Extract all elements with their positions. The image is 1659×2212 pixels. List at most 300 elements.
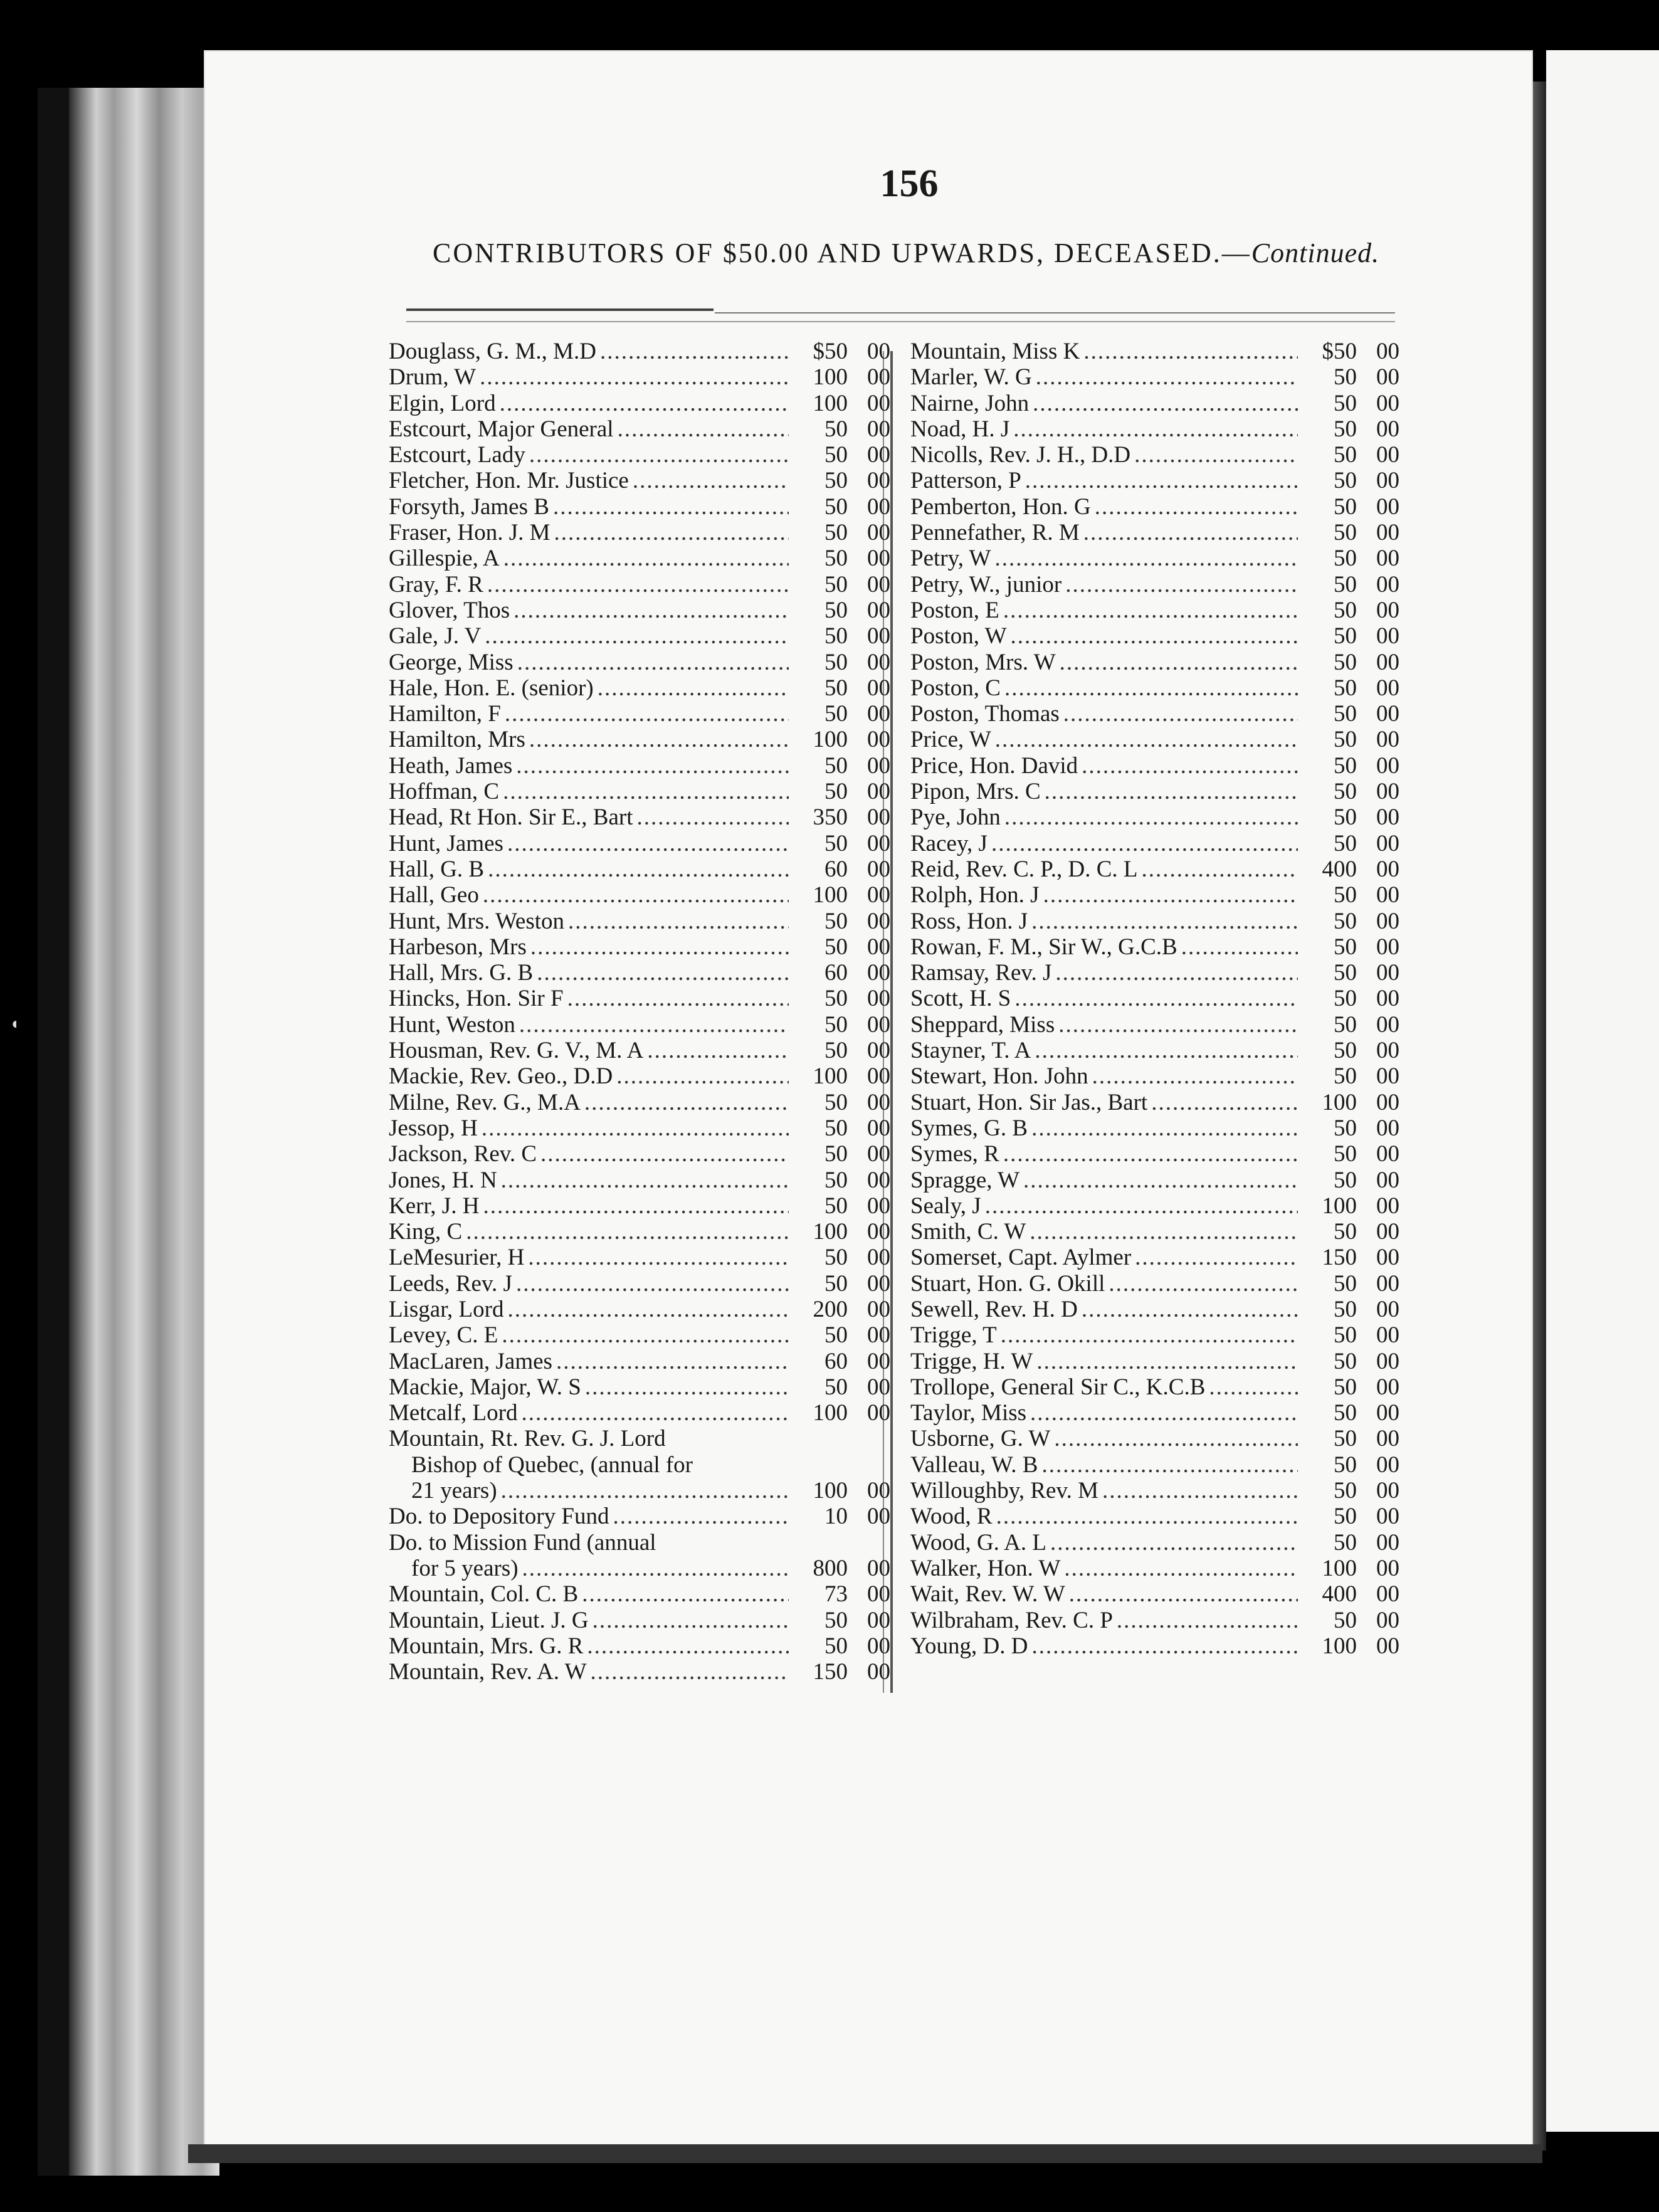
amount-cents: 00 [867, 856, 890, 882]
amount-cents: 00 [1376, 1038, 1399, 1064]
leader-dots [1013, 416, 1298, 442]
amount-dollars: 50 [1334, 1167, 1357, 1193]
contributor-row [389, 1063, 890, 1089]
contributor-row [389, 1426, 890, 1451]
contributor-row [389, 1322, 890, 1348]
contributor-name: Metcalf, Lord [389, 1400, 518, 1426]
contributor-name: Hale, Hon. E. (senior) [389, 675, 594, 701]
leader-dots [1041, 1452, 1298, 1478]
leader-dots [647, 1038, 789, 1063]
contributor-name: Estcourt, Lady [389, 442, 525, 468]
leader-dots [487, 572, 789, 598]
contributor-row [389, 416, 890, 442]
leader-dots [591, 1659, 789, 1685]
amount-cents: 00 [1376, 960, 1399, 986]
contributor-row [389, 675, 890, 701]
leader-dots [516, 753, 789, 779]
contributor-name: Scott, H. S [910, 986, 1011, 1012]
contributor-name: Bishop of Quebec, (annual for [411, 1451, 693, 1478]
contributor-row [389, 1245, 890, 1270]
contributor-name: Drum, W [389, 364, 477, 391]
amount-dollars: 150 [1322, 1245, 1357, 1271]
amount-cents: 00 [1376, 1219, 1399, 1245]
contributor-name: Trigge, H. W [910, 1348, 1033, 1374]
leader-dots [1050, 1530, 1298, 1556]
contributor-name: Young, D. D [910, 1633, 1028, 1659]
leader-dots [528, 1245, 789, 1270]
amount-dollars: $50 [813, 339, 848, 364]
amount-dollars: 50 [824, 779, 848, 805]
contributor-name: Nicolls, Rev. J. H., D.D [910, 442, 1131, 468]
leader-dots [466, 1219, 789, 1245]
contributor-row [910, 1012, 1399, 1038]
amount-cents: 00 [867, 1038, 890, 1064]
amount-cents: 00 [1376, 364, 1399, 391]
contributors-right-column [910, 339, 1399, 1659]
amount-dollars: 50 [1334, 1011, 1357, 1038]
leader-dots [485, 623, 789, 649]
contributor-row [910, 468, 1399, 493]
contributor-name: Do. to Depository Fund [389, 1504, 609, 1530]
amount-dollars: 150 [813, 1659, 848, 1685]
amount-dollars: 50 [1334, 364, 1357, 391]
amount-dollars: 50 [824, 1193, 848, 1219]
contributor-row [910, 1349, 1399, 1374]
amount-dollars: 100 [1322, 1089, 1357, 1115]
amount-dollars: 50 [824, 1038, 848, 1064]
leader-dots [1102, 1478, 1298, 1504]
amount-cents: 00 [867, 1400, 890, 1426]
amount-cents: 00 [867, 649, 890, 675]
contributor-name: Do. to Mission Fund (annual [389, 1529, 656, 1556]
contributor-name: Mackie, Major, W. S [389, 1374, 581, 1400]
contributor-name: Hoffman, C [389, 779, 500, 805]
leader-dots [592, 1608, 789, 1633]
amount-dollars: 60 [824, 960, 848, 986]
amount-dollars: 100 [1322, 1555, 1357, 1581]
leader-dots [1209, 1374, 1298, 1400]
leader-dots [1181, 934, 1298, 960]
leader-dots [483, 1193, 789, 1219]
contributor-row [910, 364, 1399, 390]
contributor-name: Marler, W. G [910, 364, 1032, 391]
amount-cents: 00 [867, 1633, 890, 1659]
contributor-row [389, 934, 890, 960]
contributor-name: Noad, H. J [910, 416, 1010, 442]
amount-cents: 00 [867, 545, 890, 572]
amount-cents: 00 [1376, 571, 1399, 598]
contributor-name: Hall, G. B [389, 856, 485, 882]
amount-cents: 00 [1376, 1245, 1399, 1271]
contributor-name: Poston, Mrs. W [910, 649, 1056, 675]
contributor-name: Jones, H. N [389, 1167, 497, 1193]
contributor-name: Sealy, J [910, 1193, 981, 1219]
contributor-row [910, 650, 1399, 675]
amount-cents: 00 [867, 1063, 890, 1090]
contributor-name: Symes, G. B [910, 1115, 1028, 1141]
contributor-name: Fletcher, Hon. Mr. Justice [389, 468, 629, 494]
amount-cents: 00 [1376, 1322, 1399, 1349]
leader-dots [519, 1012, 789, 1038]
contributor-row [389, 1633, 890, 1659]
contributor-row [389, 442, 890, 468]
amount-cents: 00 [867, 468, 890, 494]
amount-cents: 00 [1376, 856, 1399, 882]
contributor-name: Hunt, James [389, 830, 503, 856]
leader-dots [1141, 856, 1298, 882]
contributor-row [389, 1167, 890, 1193]
contributor-row [389, 1659, 890, 1685]
leader-dots [503, 545, 789, 571]
leader-dots [529, 727, 789, 752]
leader-dots [483, 882, 789, 908]
amount-dollars: 50 [1334, 830, 1357, 856]
contributor-row [389, 1141, 890, 1167]
leader-dots [522, 1556, 789, 1581]
amount-cents: 00 [1376, 1011, 1399, 1038]
amount-cents: 00 [867, 1245, 890, 1271]
amount-dollars: 50 [1334, 804, 1357, 831]
leader-dots [505, 701, 789, 727]
amount-cents: 00 [1376, 1529, 1399, 1556]
amount-cents: 00 [1376, 520, 1399, 546]
amount-cents: 00 [867, 1296, 890, 1322]
contributor-name: Poston, Thomas [910, 701, 1060, 727]
amount-cents: 00 [867, 1219, 890, 1245]
amount-dollars: 50 [1334, 1038, 1357, 1064]
amount-dollars: 50 [824, 1270, 848, 1297]
contributor-row [910, 1633, 1399, 1659]
amount-cents: 00 [867, 571, 890, 598]
amount-cents: 00 [1376, 908, 1399, 934]
leader-dots [636, 804, 789, 830]
contributor-row [910, 1426, 1399, 1451]
leader-dots [1031, 1115, 1298, 1141]
amount-dollars: 100 [813, 1219, 848, 1245]
contributor-name: Ross, Hon. J [910, 908, 1028, 934]
leader-dots [1045, 779, 1298, 804]
contributor-name: Mountain, Rt. Rev. G. J. Lord [389, 1426, 666, 1452]
amount-dollars: 100 [813, 390, 848, 416]
amount-dollars: 50 [824, 701, 848, 727]
amount-dollars: 400 [1322, 1581, 1357, 1608]
amount-dollars: 50 [1334, 1478, 1357, 1504]
amount-dollars: 50 [824, 520, 848, 546]
contributor-row [910, 545, 1399, 571]
amount-cents: 00 [1376, 727, 1399, 753]
amount-cents: 00 [1376, 339, 1399, 364]
amount-cents: 00 [867, 986, 890, 1012]
contributor-row [389, 391, 890, 416]
contributor-row [910, 1245, 1399, 1270]
amount-dollars: 50 [1334, 1426, 1357, 1452]
contributor-name: Willoughby, Rev. M [910, 1478, 1098, 1504]
contributor-row [910, 1452, 1399, 1478]
contributor-row [389, 468, 890, 493]
amount-dollars: 50 [1334, 545, 1357, 572]
contributor-row [910, 494, 1399, 520]
amount-dollars: 50 [824, 1322, 848, 1349]
leader-dots [514, 598, 789, 623]
amount-dollars: 50 [1334, 1115, 1357, 1141]
contributor-name: Symes, R [910, 1141, 999, 1167]
amount-cents: 00 [1376, 1451, 1399, 1478]
amount-dollars: 50 [1334, 1219, 1357, 1245]
amount-dollars: 50 [1334, 1607, 1357, 1633]
contributor-name: Lisgar, Lord [389, 1296, 504, 1322]
amount-cents: 00 [1376, 493, 1399, 520]
contributor-row [389, 727, 890, 752]
contributor-name: Mountain, Miss K [910, 339, 1080, 364]
amount-dollars: 50 [824, 1115, 848, 1141]
contributor-row [910, 1556, 1399, 1581]
contributor-name: Stayner, T. A [910, 1038, 1031, 1064]
contributor-name: Wood, R [910, 1504, 993, 1530]
leader-dots [616, 1063, 789, 1089]
heading-title: CONTRIBUTORS OF $50.00 AND UPWARDS, DECEASED.— [433, 238, 1251, 268]
contributor-row [389, 753, 890, 779]
contributor-name: Poston, C [910, 675, 1001, 701]
contributor-row [389, 1452, 890, 1478]
amount-cents: 00 [867, 623, 890, 650]
leader-dots [1031, 908, 1298, 934]
amount-dollars: 50 [824, 442, 848, 468]
contributor-name: Pemberton, Hon. G [910, 493, 1091, 520]
contributor-row [389, 545, 890, 571]
amount-cents: 00 [867, 1167, 890, 1193]
contributor-name: George, Miss [389, 649, 514, 675]
contributor-row [389, 1530, 890, 1556]
amount-dollars: 50 [1334, 1374, 1357, 1400]
contributor-row [910, 1038, 1399, 1063]
contributor-name: Valleau, W. B [910, 1451, 1038, 1478]
leader-dots [1135, 1245, 1298, 1270]
contributor-row [389, 1349, 890, 1374]
leader-dots [540, 1141, 789, 1167]
amount-dollars: 50 [1334, 493, 1357, 520]
amount-cents: 00 [867, 597, 890, 623]
contributor-name: 21 years) [411, 1478, 497, 1504]
leader-dots [1033, 391, 1298, 416]
amount-dollars: 50 [1334, 675, 1357, 701]
amount-dollars: 60 [824, 1348, 848, 1374]
amount-cents: 00 [867, 442, 890, 468]
amount-cents: 00 [1376, 1348, 1399, 1374]
leader-dots [516, 1271, 789, 1297]
amount-dollars: 50 [1334, 727, 1357, 753]
leader-dots [633, 468, 789, 493]
leader-dots [1117, 1608, 1298, 1633]
contributor-name: Hamilton, F [389, 701, 501, 727]
leader-dots [991, 831, 1298, 856]
contributor-row [389, 856, 890, 882]
amount-cents: 00 [867, 934, 890, 960]
amount-cents: 00 [867, 804, 890, 831]
leader-dots [482, 1115, 789, 1141]
heading-continued: Continued. [1251, 238, 1380, 268]
contributor-name: Fraser, Hon. J. M [389, 520, 550, 546]
amount-dollars: 50 [1334, 1348, 1357, 1374]
contributor-row [910, 1374, 1399, 1400]
amount-dollars: 73 [824, 1581, 848, 1608]
contributor-name: Pipon, Mrs. C [910, 779, 1041, 805]
contributor-row [910, 598, 1399, 623]
amount-dollars: 50 [824, 493, 848, 520]
contributor-name: Petry, W., junior [910, 571, 1062, 598]
contributor-row [910, 831, 1399, 856]
leader-dots [507, 831, 789, 856]
amount-dollars: 50 [824, 1245, 848, 1271]
amount-cents: 00 [1376, 468, 1399, 494]
contributor-name: Housman, Rev. G. V., M. A [389, 1038, 644, 1064]
contributor-name: Hunt, Mrs. Weston [389, 908, 565, 934]
contributor-row [389, 1556, 890, 1581]
contributor-name: MacLaren, James [389, 1348, 552, 1374]
contributor-row [910, 779, 1399, 804]
facing-page [1546, 50, 1659, 2132]
contributor-name: Smith, C. W [910, 1219, 1026, 1245]
leader-dots [1083, 339, 1298, 364]
contributor-name: Ramsay, Rev. J [910, 960, 1052, 986]
leader-dots [521, 1400, 789, 1426]
contributor-row [389, 520, 890, 545]
contributor-row [910, 1063, 1399, 1089]
amount-cents: 00 [867, 1115, 890, 1141]
contributor-name: Hamilton, Mrs [389, 727, 525, 753]
contributor-name: Mountain, Col. C. B [389, 1581, 579, 1608]
contributor-row [389, 779, 890, 804]
amount-dollars: 50 [1334, 597, 1357, 623]
amount-dollars: 50 [1334, 1063, 1357, 1090]
leader-dots [1069, 1581, 1298, 1607]
contributor-name: Reid, Rev. C. P., D. C. L [910, 856, 1138, 882]
contributor-row [910, 442, 1399, 468]
amount-cents: 00 [867, 1659, 890, 1685]
leader-dots [1082, 1297, 1298, 1322]
leader-dots [529, 442, 789, 468]
contributor-row [389, 494, 890, 520]
contributor-name: Jackson, Rev. C [389, 1141, 537, 1167]
amount-cents: 00 [1376, 1555, 1399, 1581]
contributor-row [910, 1167, 1399, 1193]
contributor-name: Mountain, Mrs. G. R [389, 1633, 584, 1659]
contributor-name: Hall, Mrs. G. B [389, 960, 534, 986]
amount-dollars: 50 [1334, 1400, 1357, 1426]
contributor-row [910, 908, 1399, 934]
contributor-name: Price, W [910, 727, 991, 753]
contributor-row [910, 960, 1399, 986]
amount-dollars: 50 [824, 1141, 848, 1167]
contributor-row [910, 1271, 1399, 1297]
leader-dots [618, 416, 789, 442]
leader-dots [567, 986, 789, 1011]
amount-dollars: 50 [824, 571, 848, 598]
leader-dots [1063, 701, 1298, 727]
contributor-name: Gray, F. R [389, 571, 483, 598]
amount-cents: 00 [867, 493, 890, 520]
contributor-name: Wood, G. A. L [910, 1529, 1046, 1556]
amount-cents: 00 [1376, 597, 1399, 623]
contributor-row [910, 1193, 1399, 1219]
leader-dots [553, 494, 789, 520]
amount-cents: 00 [867, 1581, 890, 1608]
amount-cents: 00 [1376, 804, 1399, 831]
contributor-name: Stewart, Hon. John [910, 1063, 1088, 1090]
contributor-name: Jessop, H [389, 1115, 478, 1141]
leader-dots [1036, 1349, 1298, 1374]
contributor-row [389, 1581, 890, 1607]
contributor-row [910, 986, 1399, 1011]
contributor-row [389, 1012, 890, 1038]
leader-dots [500, 391, 789, 416]
amount-dollars: 100 [1322, 1633, 1357, 1659]
contributor-row [389, 1115, 890, 1141]
contributor-name: Kerr, J. H [389, 1193, 480, 1219]
leader-dots [502, 1322, 789, 1348]
amount-dollars: 50 [824, 649, 848, 675]
amount-dollars: $50 [1322, 339, 1357, 364]
contributor-row [389, 1504, 890, 1529]
contributor-name: Mountain, Rev. A. W [389, 1659, 587, 1685]
amount-dollars: 100 [813, 1478, 848, 1504]
contributor-row [389, 1271, 890, 1297]
leader-dots [1082, 753, 1298, 779]
contributor-row [389, 1219, 890, 1245]
contributor-name: Sheppard, Miss [910, 1011, 1055, 1038]
contributor-name: Gale, J. V [389, 623, 482, 650]
contributor-row [389, 650, 890, 675]
amount-dollars: 50 [1334, 986, 1357, 1012]
amount-dollars: 50 [1334, 442, 1357, 468]
leader-dots [517, 650, 789, 675]
amount-cents: 00 [867, 1607, 890, 1633]
amount-cents: 00 [1376, 1633, 1399, 1659]
amount-dollars: 200 [813, 1296, 848, 1322]
leader-dots [1064, 1556, 1298, 1581]
amount-dollars: 50 [824, 830, 848, 856]
amount-dollars: 50 [824, 623, 848, 650]
heading-rule-under [406, 321, 1395, 322]
amount-cents: 00 [867, 960, 890, 986]
amount-cents: 00 [867, 882, 890, 908]
amount-cents: 00 [1376, 649, 1399, 675]
leader-dots [600, 339, 789, 364]
leader-dots [1004, 804, 1298, 830]
leader-dots [582, 1581, 789, 1607]
leader-dots [1083, 520, 1298, 545]
contributor-name: Sewell, Rev. H. D [910, 1296, 1078, 1322]
contributor-name: Stuart, Hon. Sir Jas., Bart [910, 1089, 1148, 1115]
contributor-name: Forsyth, James B [389, 493, 549, 520]
amount-cents: 00 [1376, 1167, 1399, 1193]
amount-dollars: 50 [824, 1374, 848, 1400]
contributor-name: Racey, J [910, 830, 988, 856]
amount-dollars: 50 [1334, 649, 1357, 675]
amount-dollars: 100 [813, 1063, 848, 1090]
contributor-name: Pye, John [910, 804, 1001, 831]
contributor-row [389, 831, 890, 856]
amount-dollars: 50 [824, 986, 848, 1012]
heading-rule-right [715, 312, 1395, 313]
contributor-row [910, 882, 1399, 908]
leader-dots [985, 1193, 1298, 1219]
amount-cents: 00 [1376, 1478, 1399, 1504]
amount-cents: 00 [867, 364, 890, 391]
contributor-name: Harbeson, Mrs [389, 934, 527, 960]
contributor-name: Taylor, Miss [910, 1400, 1027, 1426]
amount-cents: 00 [867, 1555, 890, 1581]
leader-dots [996, 1504, 1298, 1529]
